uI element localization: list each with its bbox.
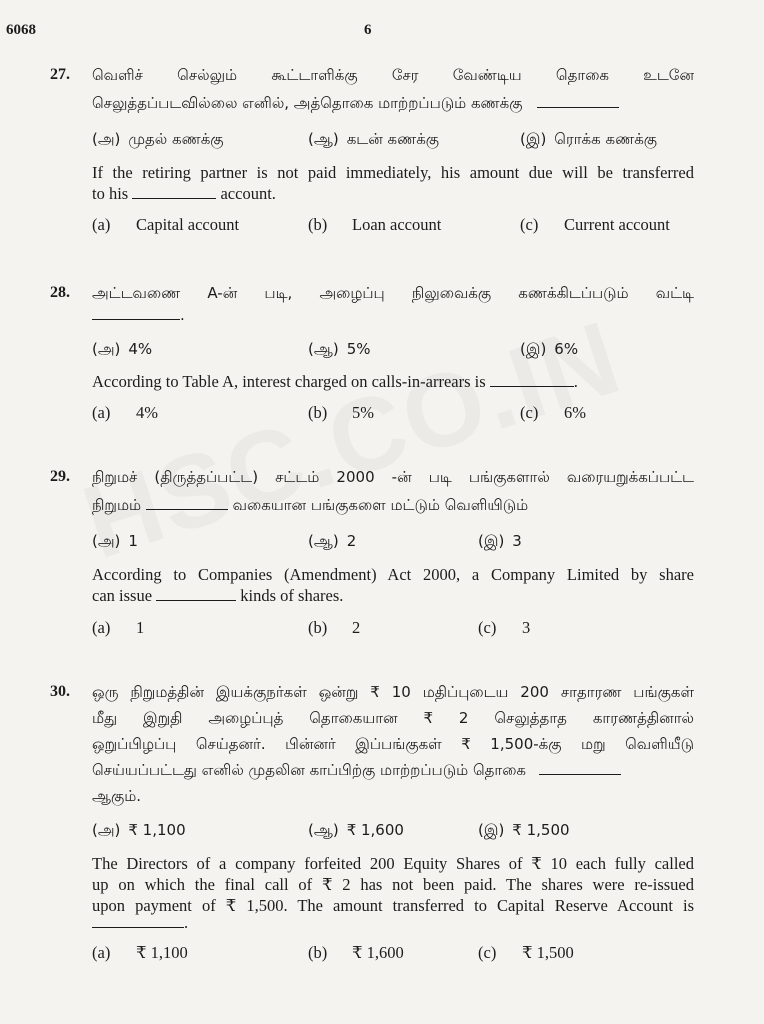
tamil-line: ஒறுப்பிழப்பு செய்தனர். பின்னர் இப்பங்குகள் ₹ 1,500-க்கு மறு வெளியீடு: [92, 735, 694, 753]
tamil-option: [520, 130, 657, 150]
tamil-text: நிறுமம்: [92, 496, 142, 514]
option-label: (b): [308, 943, 328, 962]
option-label: (b): [308, 403, 328, 422]
tamil-option: [478, 821, 570, 841]
tamil-option: [92, 340, 152, 360]
option-text: ₹ 1,100: [136, 943, 188, 962]
paper-code: 6068: [6, 22, 36, 38]
option-label: (a): [92, 618, 111, 637]
tamil-option: [520, 340, 578, 360]
option-text: முதல் கணக்கு: [128, 130, 224, 148]
option-text: Capital account: [136, 215, 240, 234]
english-text: account.: [220, 184, 276, 203]
option-text: 1: [128, 532, 138, 550]
english-text: can issue: [92, 586, 153, 605]
question-number: 29.: [50, 468, 70, 485]
answer-blank: [146, 496, 228, 510]
english-option: [92, 215, 239, 235]
option-label: (a): [92, 215, 111, 234]
english-option: [92, 943, 188, 963]
option-text: ₹ 1,100: [128, 821, 186, 839]
tamil-line: [92, 496, 694, 516]
option-label: (இ): [478, 821, 505, 839]
option-text: ₹ 1,500: [512, 821, 570, 839]
tamil-option: [308, 340, 370, 360]
answer-blank: [537, 94, 619, 108]
option-text: 4%: [128, 340, 153, 358]
option-label: (ஆ): [308, 130, 339, 148]
english-option: [478, 618, 530, 638]
option-label: (அ): [92, 821, 121, 839]
tamil-option: [92, 532, 138, 552]
question-number: 30.: [50, 683, 70, 700]
english-text: .: [184, 913, 189, 932]
option-text: கடன் கணக்கு: [346, 130, 440, 148]
answer-blank: [92, 914, 184, 928]
tamil-option: [308, 532, 356, 552]
english-text: kinds of shares.: [240, 586, 344, 605]
english-option: [520, 403, 586, 423]
tamil-line: வெளிச் செல்லும் கூட்டாளிக்கு சேர வேண்டிய தொகை உடனே: [92, 66, 694, 84]
option-text: 6%: [554, 340, 579, 358]
english-line: The Directors of a company forfeited 200 Equity Shares of ₹ 10 each fully called: [92, 854, 694, 873]
tamil-line: அட்டவணை A-ன் படி, அழைப்பு நிலுவைக்கு கணக்கிடப்படும் வட்டி: [92, 284, 694, 302]
english-line: According to Companies (Amendment) Act 2000, a Company Limited by share: [92, 565, 694, 584]
english-line: [92, 372, 694, 392]
english-line: If the retiring partner is not paid immediately, his amount due will be transferred: [92, 163, 694, 182]
option-text: 6%: [564, 403, 586, 422]
tamil-option: [478, 532, 522, 552]
option-text: ரொக்க கணக்கு: [554, 130, 658, 148]
english-line: [92, 184, 694, 204]
option-label: (c): [478, 618, 497, 637]
option-text: 2: [352, 618, 361, 637]
option-text: ₹ 1,600: [352, 943, 404, 962]
option-label: (a): [92, 943, 111, 962]
option-text: 3: [522, 618, 531, 637]
english-text: .: [573, 372, 578, 391]
option-label: (b): [308, 618, 328, 637]
question-number: 27.: [50, 66, 70, 83]
option-label: (a): [92, 403, 111, 422]
option-text: 4%: [136, 403, 158, 422]
tamil-line: [92, 761, 694, 781]
tamil-text: வகையான பங்குகளை மட்டும் வெளியிடும்: [232, 496, 529, 514]
english-option: [308, 618, 360, 638]
english-text: According to Table A, interest charged on calls-in-arrears is: [92, 372, 486, 391]
english-line: [92, 913, 694, 933]
option-label: (ஆ): [308, 821, 339, 839]
tamil-line: [92, 306, 694, 324]
option-text: 1: [136, 618, 145, 637]
option-label: (அ): [92, 340, 121, 358]
english-option: [308, 215, 441, 235]
page-number: 6: [364, 22, 372, 38]
english-option: [520, 215, 670, 235]
option-text: ₹ 1,500: [522, 943, 574, 962]
option-label: (c): [478, 943, 497, 962]
option-text: 3: [512, 532, 522, 550]
option-label: (இ): [520, 130, 547, 148]
option-label: (b): [308, 215, 328, 234]
english-line: up on which the final call of ₹ 2 has not been paid. The shares were re-issued: [92, 875, 694, 894]
option-text: Current account: [564, 215, 670, 234]
answer-blank: [132, 185, 216, 199]
option-label: (இ): [520, 340, 547, 358]
tamil-text: .: [180, 306, 185, 324]
option-label: (அ): [92, 532, 121, 550]
english-line: [92, 586, 694, 606]
tamil-line: மீது இறுதி அழைப்புத் தொகையான ₹ 2 செலுத்தாத காரணத்தினால்: [92, 709, 694, 727]
english-option: [478, 943, 574, 963]
tamil-line: ஆகும்.: [92, 787, 142, 805]
tamil-line: நிறுமச் (திருத்தப்பட்ட) சட்டம் 2000 -ன் படி பங்குகளால் வரையறுக்கப்பட்ட: [92, 468, 694, 486]
english-line: upon payment of ₹ 1,500. The amount transferred to Capital Reserve Account is: [92, 896, 694, 915]
option-label: (ஆ): [308, 340, 339, 358]
tamil-option: [92, 130, 224, 150]
tamil-line: ஒரு நிறுமத்தின் இயக்குநர்கள் ஒன்று ₹ 10 மதிப்புடைய 200 சாதாரண பங்குகள்: [92, 683, 694, 701]
tamil-option: [92, 821, 186, 841]
option-label: (c): [520, 403, 539, 422]
question-number: 28.: [50, 284, 70, 301]
english-option: [92, 618, 144, 638]
tamil-text: செய்யப்பட்டது எனில் முதலின காப்பிற்கு மாற்றப்படும் தொகை: [92, 761, 527, 779]
option-text: ₹ 1,600: [346, 821, 404, 839]
english-option: [92, 403, 158, 423]
option-label: (இ): [478, 532, 505, 550]
option-label: (c): [520, 215, 539, 234]
answer-blank: [156, 587, 236, 601]
english-text: to his: [92, 184, 129, 203]
option-label: (அ): [92, 130, 121, 148]
option-text: 5%: [346, 340, 371, 358]
option-label: (ஆ): [308, 532, 339, 550]
answer-blank: [92, 306, 180, 320]
english-option: [308, 943, 404, 963]
option-text: Loan account: [352, 215, 442, 234]
tamil-option: [308, 821, 404, 841]
answer-blank: [539, 761, 621, 775]
tamil-line: [92, 94, 694, 114]
tamil-text: செலுத்தப்படவில்லை எனில், அத்தொகை மாற்றப்படும் கணக்கு: [92, 94, 523, 112]
option-text: 2: [346, 532, 357, 550]
english-option: [308, 403, 374, 423]
answer-blank: [490, 373, 574, 387]
tamil-option: [308, 130, 439, 150]
option-text: 5%: [352, 403, 374, 422]
